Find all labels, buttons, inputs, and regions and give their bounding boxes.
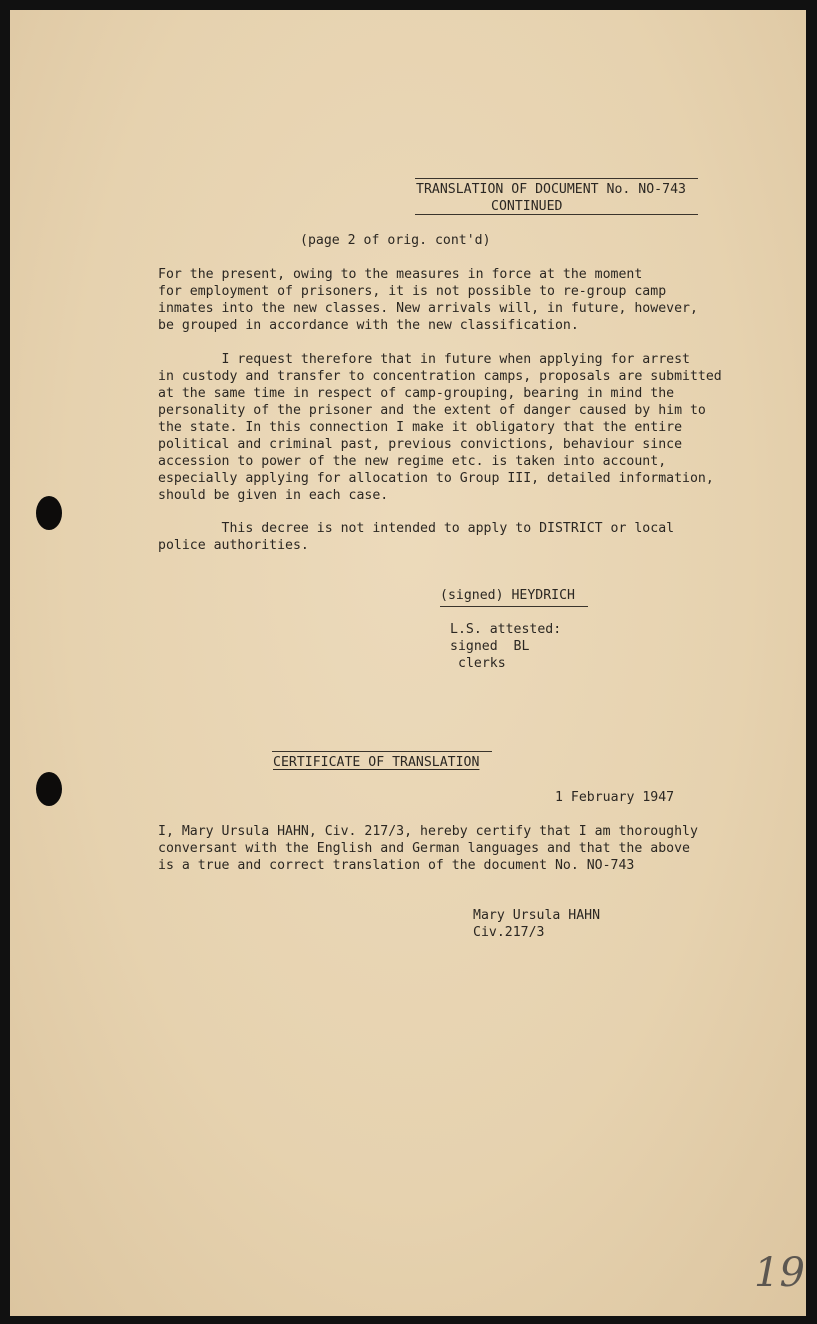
text-line: police authorities.: [158, 538, 309, 553]
text-line: personality of the prisoner and the extent of danger caused by him to: [158, 403, 706, 418]
signed-bl: signed BL: [450, 639, 530, 654]
text-line: For the present, owing to the measures in force at the moment: [158, 267, 643, 282]
ls-attested: L.S. attested:: [450, 622, 562, 637]
document-page: [10, 10, 806, 1316]
text-line: inmates into the new classes. New arrivals will, in future, however,: [158, 301, 698, 316]
text-line: at the same time in respect of camp-grouping, bearing in mind the: [158, 386, 675, 401]
certificate-date: 1 February 1947: [555, 790, 675, 805]
text-line: is a true and correct translation of the document No. NO-743: [158, 858, 635, 873]
punch-hole-top: [36, 496, 62, 530]
text-line: accession to power of the new regime etc. is taken into account,: [158, 454, 667, 469]
text-line: the state. In this connection I make it obligatory that the entire: [158, 420, 683, 435]
punch-hole-bottom: [36, 772, 62, 806]
text-line: conversant with the English and German languages and that the above: [158, 841, 690, 856]
header-top-rule: [415, 178, 698, 179]
text-line: I request therefore that in future when applying for arrest: [158, 352, 690, 367]
signature-rule: [440, 606, 588, 607]
translator-id: Civ.217/3: [473, 925, 545, 940]
signed-heydrich: (signed) HEYDRICH: [440, 588, 575, 603]
text-line: should be given in each case.: [158, 488, 389, 503]
header-title: TRANSLATION OF DOCUMENT No. NO-743: [416, 182, 686, 197]
page-note: (page 2 of orig. cont'd): [300, 233, 491, 248]
certificate-heading: CERTIFICATE OF TRANSLATION: [273, 755, 480, 770]
clerks: clerks: [458, 656, 506, 671]
text-line: political and criminal past, previous convictions, behaviour since: [158, 437, 683, 452]
page-number: 19: [754, 1250, 805, 1296]
text-line: in custody and transfer to concentration camps, proposals are submitted: [158, 369, 722, 384]
text-line: I, Mary Ursula HAHN, Civ. 217/3, hereby certify that I am thoroughly: [158, 824, 698, 839]
text-line: This decree is not intended to apply to DISTRICT or local: [158, 521, 675, 536]
text-line: especially applying for allocation to Group III, detailed information,: [158, 471, 714, 486]
certificate-top-rule: [272, 751, 492, 752]
text-line: for employment of prisoners, it is not possible to re-group camp: [158, 284, 667, 299]
translator-name: Mary Ursula HAHN: [473, 908, 601, 923]
header-bottom-rule: [415, 214, 698, 215]
header-subtitle: CONTINUED: [491, 199, 563, 214]
text-line: be grouped in accordance with the new classification.: [158, 318, 579, 333]
